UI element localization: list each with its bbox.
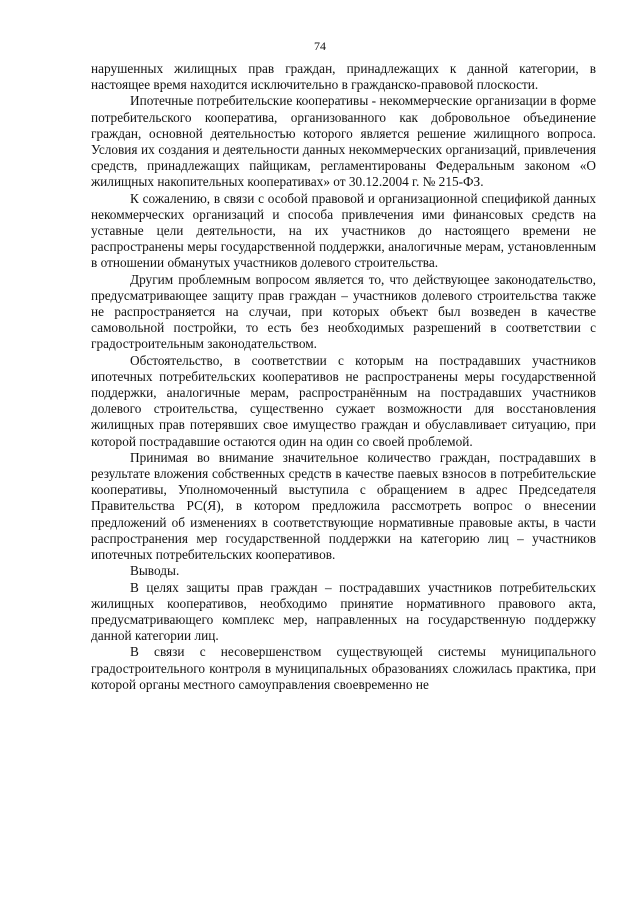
paragraph-ombudsman-appeal: Принимая во внимание значительное количество граждан, пострадавших в результате вложения собственных средств в качестве паевых взносов в потребительские кооперативы, Уполномоченный выступила с обращением в адрес Председателя Правительства РС(Я), в котором предложила рассмотреть вопрос о внесении предложений об изменениях в соответствующие нормативные правовые акты, в части распространения мер государственной поддержки на категорию лиц – участников ипотечных потребительских кооперативов. [91, 449, 596, 563]
paragraph-mortgage-cooperatives: Ипотечные потребительские кооперативы - некоммерческие организации в форме потребительского кооператива, организованного как добровольное объединение граждан, основной деятельностью которого является решение жилищного вопроса. Условия их создания и деятельности данных некоммерческих организаций, привлечения средств, принадлежащих пайщикам, регламентированы Федеральным законом «О жилищных накопительных кооперативах» от 30.12.2004 г. № 215-ФЗ. [91, 93, 596, 190]
document-body [91, 61, 596, 693]
paragraph-conclusions-heading: Выводы. [130, 563, 180, 579]
paragraph-unauthorized-construction: Другим проблемным вопросом является то, что действующее законодательство, предусматривающее защиту прав граждан – участников долевого строительства также не распространяется на случаи, при которых объект был возведен в качестве самовольной постройки, то есть без необходимых разрешений в соответствии с градостроительным законодательством. [91, 271, 596, 352]
paragraph-continuation: нарушенных жилищных прав граждан, принадлежащих к данной категории, в настоящее время находится исключительно в гражданско-правовой плоскости. [91, 61, 596, 93]
page-number: 74 [314, 39, 326, 53]
paragraph-lack-of-support: К сожалению, в связи с особой правовой и организационной спецификой данных некоммерческих организаций и способа привлечения ими финансовых средств на уставные цели деятельности, на их участников до настоящего времени не распространены меры государственной поддержки, аналогичные мерам, установленным в отношении обманутых участников долевого строительства. [91, 190, 596, 271]
paragraph-circumstance: Обстоятельство, в соответствии с которым на пострадавших участников ипотечных потребительских кооперативов не распространены меры государственной поддержки, аналогичные мерам, распространённым на пострадавших участников долевого строительства, существенно сужает возможности для восстановления жилищных прав потерявших свое имущество граждан и обуславливает ситуацию, при которой пострадавшие остаются один на один со своей проблемой. [91, 352, 596, 449]
paragraph-conclusion-legal-act: В целях защиты прав граждан – пострадавших участников потребительских жилищных кооперативов, необходимо принятие нормативного правового акта, предусматривающего комплекс мер, направленных на государственную поддержку данной категории лиц. [91, 579, 596, 644]
paragraph-municipal-control: В связи с несовершенством существующей системы муниципального градостроительного контроля в муниципальных образованиях сложилась практика, при которой органы местного самоуправления своевременно не [91, 644, 596, 692]
